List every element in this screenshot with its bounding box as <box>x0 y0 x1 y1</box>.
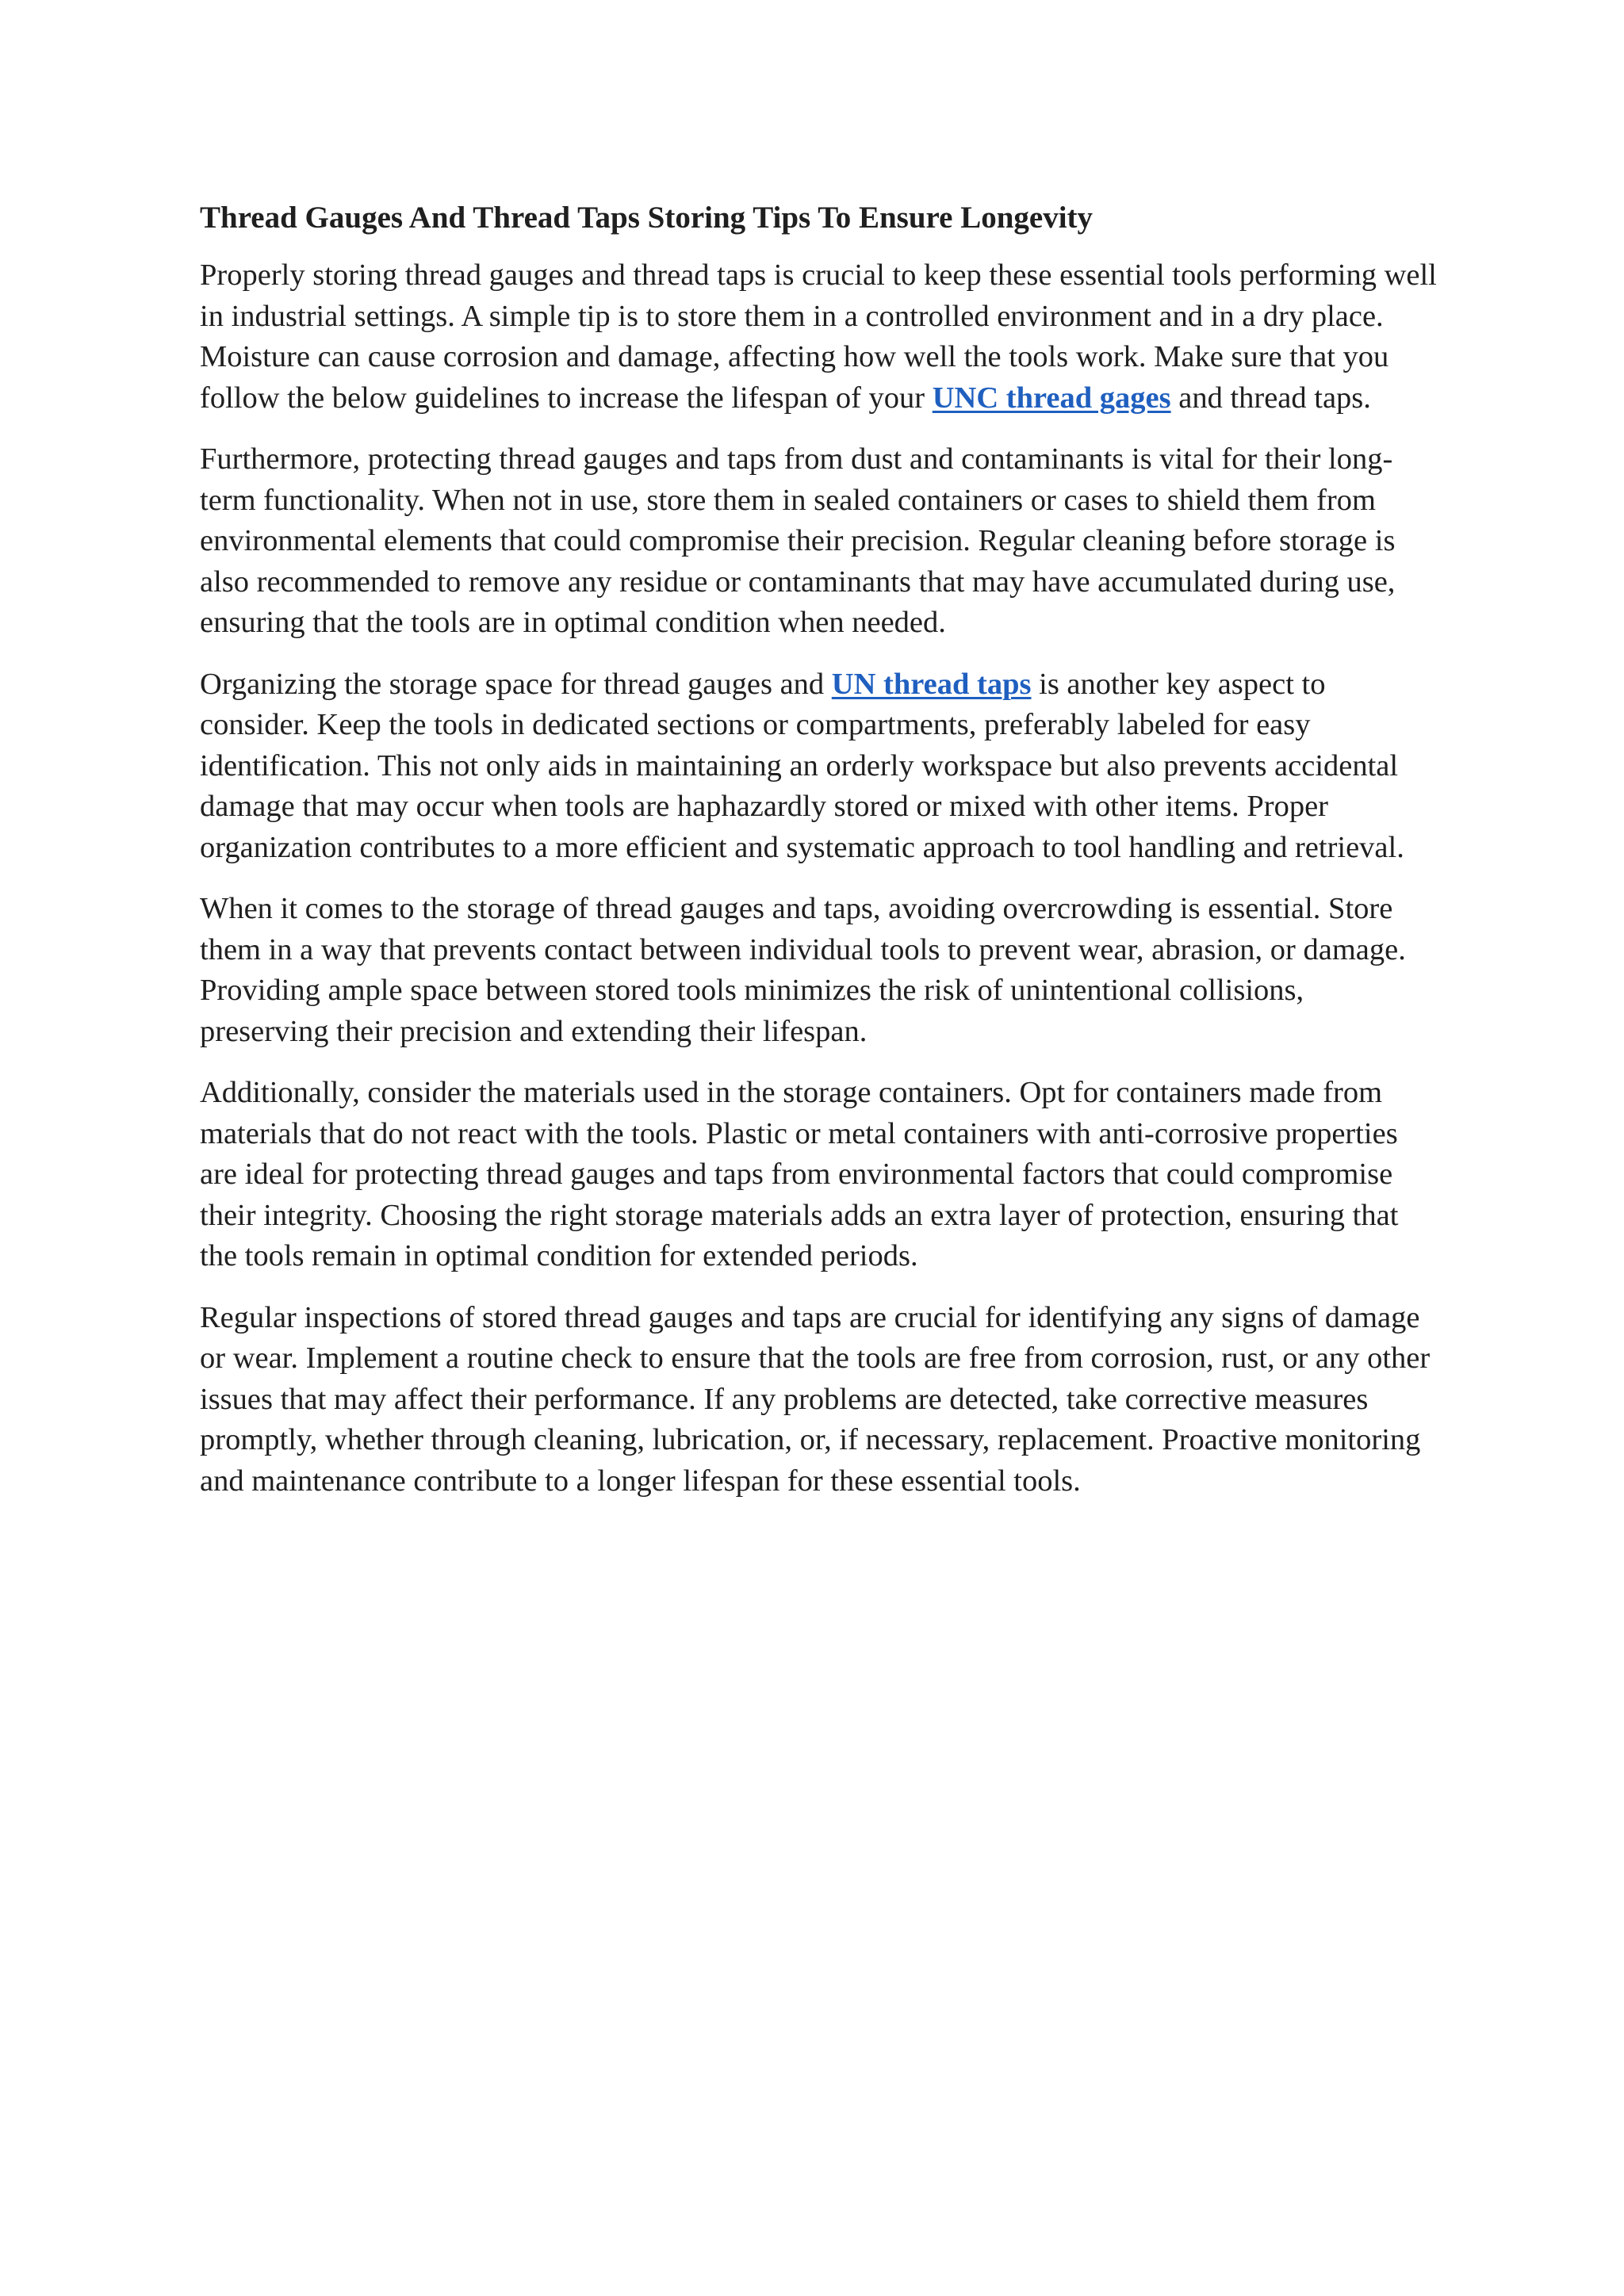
paragraph-contaminants: Furthermore, protecting thread gauges and taps from dust and contaminants is vital for their long-term functionality. When not in use, store them in sealed containers or cases to shield them from environmental elements that could compromise their precision. Regular cleaning before storage is also recommended to remove any residue or contaminants that may have accumulated during use, ensuring that the tools are in optimal condition when needed. <box>200 442 1396 639</box>
paragraph-overcrowding: When it comes to the storage of thread gauges and taps, avoiding overcrowding is essential. Store them in a way that prevents contact between individual tools to prevent wear, abrasion, or damage. Providing ample space between stored tools minimizes the risk of unintentional collisions, preserving their precision and extending their lifespan. <box>200 892 1406 1048</box>
paragraph-materials: Additionally, consider the materials used in the storage containers. Opt for containers made from materials that do not react with the tools. Plastic or metal containers with anti-corrosive properties are ideal for protecting thread gauges and taps from environmental factors that could compromise their integrity. Choosing the right storage materials adds an extra layer of protection, ensuring that the tools remain in optimal condition for extended periods. <box>200 1076 1399 1272</box>
paragraph-text: Properly storing thread gauges and thread taps is crucial to keep these essential tools performing well in industrial settings. A simple tip is to store them in a controlled environment and in a dry place. Moisture can cause corrosion and damage, affecting how well the tools work. Make sure that you follow the below guidelines to increase the lifespan of your <box>200 258 1437 415</box>
document-page <box>200 195 1437 1522</box>
paragraph-text: is another key aspect to consider. Keep the tools in dedicated sections or compartments, preferably labeled for easy identification. This not only aids in maintaining an orderly workspace but also prevents accidental damage that may occur when tools are haphazardly stored or mixed with other items. Proper organization contributes to a more efficient and systematic approach to tool handling and retrieval. <box>200 667 1404 864</box>
paragraph-organizing <box>200 664 1437 869</box>
paragraph-inspections: Regular inspections of stored thread gauges and taps are crucial for identifying any signs of damage or wear. Implement a routine check to ensure that the tools are free from corrosion, rust, or any other issues that may affect their performance. If any problems are detected, take corrective measures promptly, whether through cleaning, lubrication, or, if necessary, replacement. Proactive monitoring and maintenance contribute to a longer lifespan for these essential tools. <box>200 1300 1431 1498</box>
paragraph-text: Organizing the storage space for thread gauges and <box>200 667 832 701</box>
paragraph-text: and thread taps. <box>1170 381 1371 415</box>
paragraph-intro <box>200 255 1437 419</box>
unc-thread-gages-link[interactable]: UNC thread gages <box>932 381 1171 415</box>
un-thread-taps-link[interactable]: UN thread taps <box>831 667 1032 701</box>
document-title: Thread Gauges And Thread Taps Storing Tips To Ensure Longevity <box>200 201 1094 235</box>
